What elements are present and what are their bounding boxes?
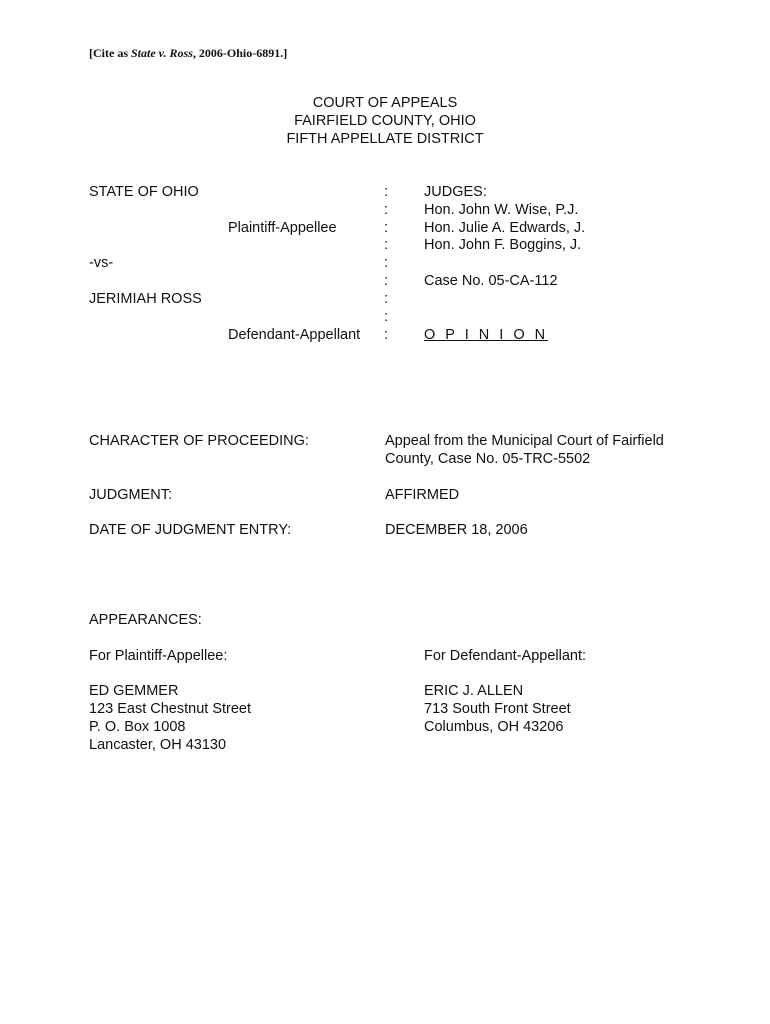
citation-suffix: , 2006-Ohio-6891.] bbox=[192, 46, 288, 60]
judgment-value: AFFIRMED bbox=[385, 487, 460, 503]
case-number: Case No. 05-CA-112 bbox=[424, 273, 558, 289]
defendant-counsel-label: For Defendant-Appellant: bbox=[424, 648, 587, 664]
defendant-counsel-line: ERIC J. ALLEN bbox=[424, 683, 524, 699]
plaintiff-counsel-label: For Plaintiff-Appellee: bbox=[89, 648, 228, 664]
plaintiff-counsel-line: ED GEMMER bbox=[89, 683, 179, 699]
judges-label: JUDGES: bbox=[424, 184, 487, 200]
date-label: DATE OF JUDGMENT ENTRY: bbox=[89, 522, 292, 538]
plaintiff-name: STATE OF OHIO bbox=[89, 184, 199, 200]
appearances-heading: APPEARANCES: bbox=[89, 612, 202, 628]
judge-name: Hon. John F. Boggins, J. bbox=[424, 237, 582, 253]
caption-separator: : bbox=[383, 202, 389, 218]
plaintiff-role: Plaintiff-Appellee bbox=[228, 220, 337, 236]
caption-separator: : bbox=[383, 327, 389, 343]
defendant-name: JERIMIAH ROSS bbox=[89, 291, 202, 307]
caption-separator: : bbox=[383, 309, 389, 325]
caption-separator: : bbox=[383, 273, 389, 289]
court-county: FAIRFIELD COUNTY, OHIO bbox=[294, 113, 476, 129]
caption-separator: : bbox=[383, 184, 389, 200]
plaintiff-counsel-line: P. O. Box 1008 bbox=[89, 719, 186, 735]
date-value: DECEMBER 18, 2006 bbox=[385, 522, 528, 538]
caption-separator: : bbox=[383, 255, 389, 271]
plaintiff-counsel-line: 123 East Chestnut Street bbox=[89, 701, 252, 717]
defendant-counsel-line: Columbus, OH 43206 bbox=[424, 719, 564, 735]
proceeding-value: County, Case No. 05-TRC-5502 bbox=[385, 451, 591, 467]
versus: -vs- bbox=[89, 255, 114, 271]
citation-case-name: State v. Ross bbox=[131, 46, 193, 60]
court-district: FIFTH APPELLATE DISTRICT bbox=[286, 131, 484, 147]
citation bbox=[89, 44, 287, 62]
caption-separator: : bbox=[383, 220, 389, 236]
caption-separator: : bbox=[383, 237, 389, 253]
proceeding-value: Appeal from the Municipal Court of Fairfield bbox=[385, 433, 664, 449]
judge-name: Hon. Julie A. Edwards, J. bbox=[424, 220, 586, 236]
court-name: COURT OF APPEALS bbox=[312, 95, 458, 111]
defendant-role: Defendant-Appellant bbox=[228, 327, 361, 343]
proceeding-label: CHARACTER OF PROCEEDING: bbox=[89, 433, 309, 449]
citation-prefix: [Cite as bbox=[89, 46, 131, 60]
judge-name: Hon. John W. Wise, P.J. bbox=[424, 202, 579, 218]
caption-separator: : bbox=[383, 291, 389, 307]
plaintiff-counsel-line: Lancaster, OH 43130 bbox=[89, 737, 227, 753]
judgment-label: JUDGMENT: bbox=[89, 487, 172, 503]
defendant-counsel-line: 713 South Front Street bbox=[424, 701, 571, 717]
opinion-title: O P I N I O N bbox=[424, 327, 549, 343]
